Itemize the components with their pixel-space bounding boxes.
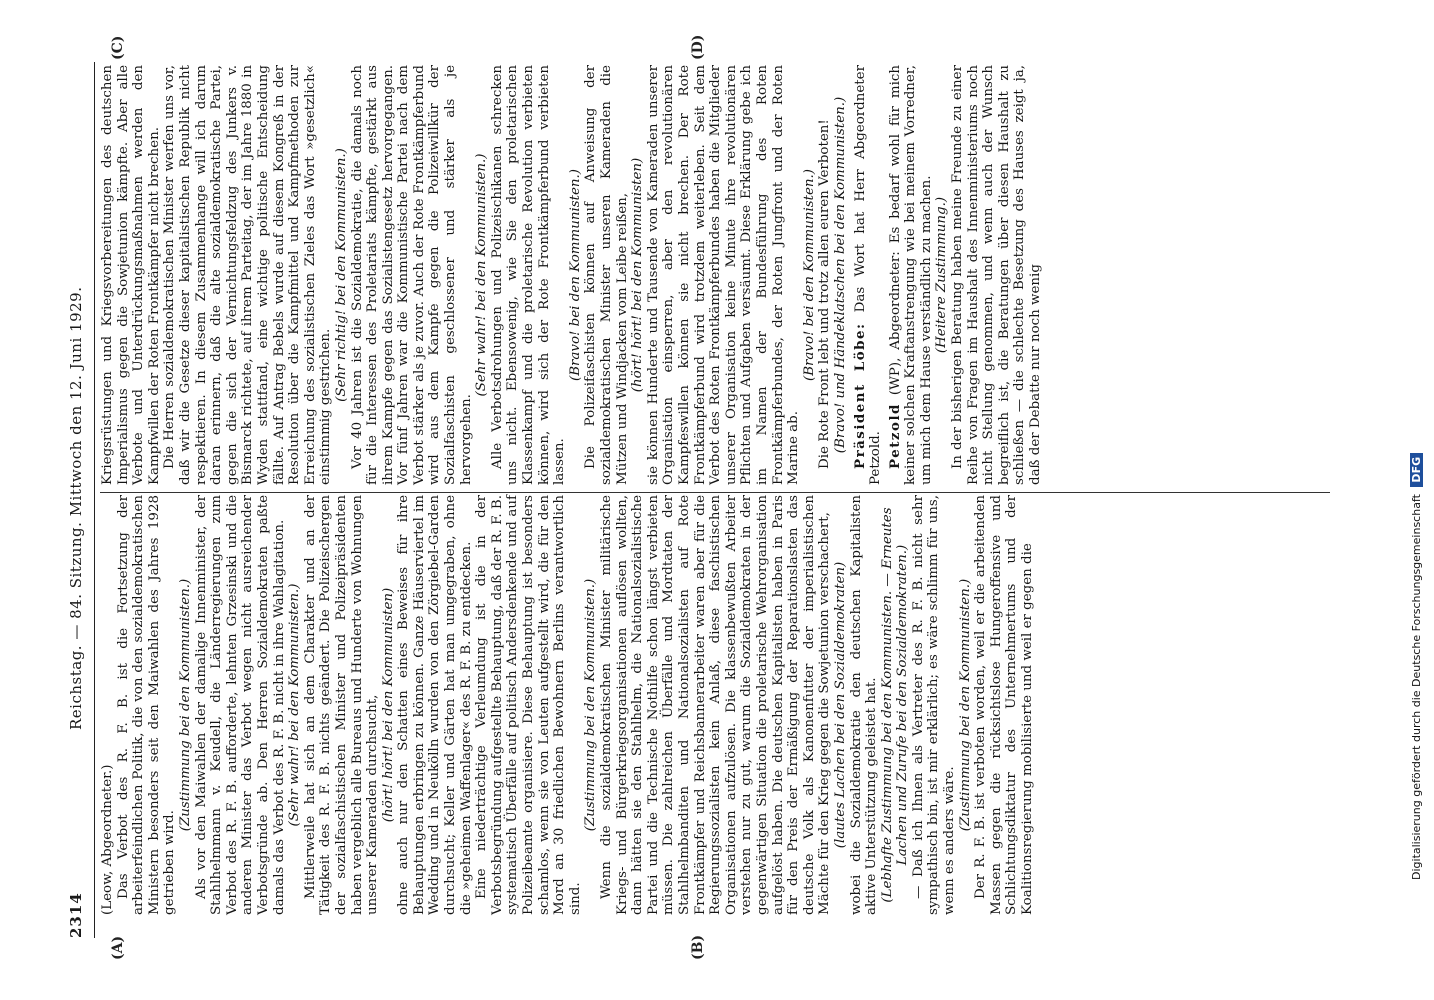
speaker-paragraph bbox=[888, 65, 935, 485]
speaker-name: Petzold bbox=[886, 403, 903, 469]
header-rule bbox=[94, 62, 95, 938]
paragraph: Als vor den Maiwahlen der damalige Innenminister, der Stahlhelmmann v. Keudell, die Länderregierungen zum Verbot des R. F. B. aufforderte, lehnten Grzesinski und die anderen Minister das Verbot wegen nicht ausreichender Verbotsgründe ab. Den Herren Sozialdemokraten paßte damals das Verbot des R. F. B. nicht in ihre Wahlagitation. bbox=[193, 495, 287, 915]
paragraph: Die Polizeifaschisten können auf Anweisung der sozialdemokratischen Minister unseren Kameraden die Mützen und Windjacken vom Leibe reißen, bbox=[583, 65, 630, 485]
margin-letter-c: (C) bbox=[110, 35, 126, 60]
interjection: (Zustimmung bei den Kommunisten.) bbox=[583, 578, 599, 832]
paragraph: Vor 40 Jahren ist die Sozialdemokratie, die damals noch für die Interessen des Proletariats kämpfte, gestärkt aus ihrem Kampfe gegen das Sozialistengesetz hervorgegangen. Vor fünf Jahren war die Kommunistische Partei nach dem Verbot stärker als je zuvor. Auch der Rote Frontkämpferbund wird aus dem Kampfe gegen die Polizeiwillkür der Sozialfaschisten geschlossener und stärker als je hervorgehen. bbox=[349, 65, 474, 485]
page-header bbox=[62, 0, 92, 1000]
credit-text: Digitalisierung gefördert durch die Deutsche Forschungsgemeinschaft bbox=[1410, 494, 1423, 880]
paragraph: Alle Verbotsdrohungen und Polizeischikanen schrecken uns nicht. Ebensowenig, wie Sie den proletarischen Klassenkampf und die proletarische Revolution verbieten können, wird sich der Rote Frontkämpferbund verbieten lassen. bbox=[489, 65, 568, 485]
interjection: (Sehr richtig! bei den Kommunisten.) bbox=[333, 148, 349, 402]
paragraph: Die Herren sozialdemokratischen Minister werfen uns vor, daß wir die Gesetze dieser kapitalistischen Republik nicht respektieren. In diesem Zusammenhange will ich darum daran erinnern, daß die alte sozialdemokratische Partei, gegen die sich der Vernichtungsfeldzug des Junkers v. Bismarck richtete, auf ihrem Parteitag, der im Jahre 1880 in Wyden stattfand, eine wichtige politische Entscheidung fällte. Auf Antrag Bebels wurde auf diesem Kongreß in der Resolution über die Kampfmittel und Kampfmethoden zur Erreichung des sozialistischen Zieles das Wort »gesetzlich« einstimmig gestrichen. bbox=[162, 65, 334, 485]
right-column bbox=[100, 65, 1044, 485]
interjection: (Bravo! und Händeklatschen bei den Kommunisten.) bbox=[832, 96, 848, 454]
paragraph: In der bisherigen Beratung haben meine Freunde zu einer Reihe von Fragen im Haushalt des Innenministeriums noch nicht Stellung genommen, und wenn auch der Wunsch begreiflich ist, die Beratungen über diesen Haushalt zu schließen — die schlechte Besetzung des Hauses zeigt ja, daß der Debatte nur noch wenig bbox=[950, 65, 1044, 485]
dfg-logo: DFG bbox=[1410, 453, 1423, 487]
page-number: 2314 bbox=[67, 892, 85, 938]
interjection: (hört! hört! bei den Kommunisten) bbox=[630, 157, 646, 393]
speaker-name: Präsident Löbe: bbox=[851, 322, 868, 469]
margin-letter-a: (A) bbox=[110, 935, 126, 960]
interjection: (Bravo! bei den Kommunisten.) bbox=[567, 168, 583, 382]
interjection: (lautes Lachen bei den Sozialdemokraten) bbox=[832, 561, 848, 849]
speaker-text: (WP), Abgeordneter: Es bedarf wohl für mich keiner solchen Kraftanstrengung wie bei meinem Vorredner, um mich dem Hause verständlich zu machen. bbox=[887, 65, 934, 485]
paragraph: Der R. F. B. ist verboten worden, weil er die arbeitenden Massen gegen die rücksichtslose Hungeroffensive und Schlichtungsdiktatur des Unternehmertums und der Koalitionsregierung mobilisierte und weil er gegen die bbox=[973, 495, 1036, 915]
paragraph: sie können Hunderte und Tausende von Kameraden unserer Organisation einsperren, aber den revolutionären Kampfeswillen können sie nicht brechen. Der Rote Frontkämpferbund wird trotzdem weiterleben. Seit dem Verbot des Roten Frontkämpferbundes haben die Mitglieder unserer Organisation keine Minute ihre revolutionären Pflichten und Aufgaben versäumt. Diese Erklärung gebe ich im Namen der Bundesführung des Roten Frontkämpferbundes, der Roten Jungfront und der Roten Marine ab. bbox=[645, 65, 802, 485]
interjection: (Sehr wahr! bei den Kommunisten.) bbox=[474, 153, 490, 397]
speaker-paragraph bbox=[853, 65, 884, 485]
digitization-credit bbox=[1410, 0, 1423, 880]
interjection: (Sehr wahr! bei den Kommunisten.) bbox=[287, 583, 303, 827]
paragraph: ohne auch nur den Schatten eines Beweises für ihre Behauptungen erbringen zu können. Ganze Häuserviertel im Wedding und in Neukölln wurden von den Zörgiebel-Garden durchsucht; Keller und Gärten hat man umgegraben, ohne die »geheimen Waffenlager« des R. F. B. zu entdecken. bbox=[396, 495, 474, 915]
interjection: (Heitere Zustimmung.) bbox=[934, 196, 950, 354]
interjection: (hört! hört! bei den Kommunisten) bbox=[380, 587, 396, 823]
interjection: (Zustimmung bei den Kommunisten.) bbox=[177, 578, 193, 832]
paragraph: Das Verbot des R. F. B. ist die Fortsetzung der arbeiterfeindlichen Politik, die von den sozialdemokratischen Ministern besonders seit den Maiwahlen des Jahres 1928 getrieben wird. bbox=[115, 495, 178, 915]
column-divider bbox=[100, 492, 1330, 493]
session-title: Reichstag. — 84. Sitzung. Mittwoch den 12. Juni 1929. bbox=[67, 286, 85, 730]
paragraph: Die Rote Front lebt und trotz allen euren Verboten! bbox=[817, 119, 833, 469]
paragraph: Eine niederträchtige Verleumdung ist die in der Verbotsbegründung aufgestellte Behauptung, daß der R. F. B. systematisch Überfälle auf politisch Andersdenkende und auf Polizeibeamte organisiere. Diese Behauptung ist besonders schamlos, wenn sie von Leuten aufgestellt wird, die für den Mord an 30 friedlichen Bewohnern Berlins verantwortlich sind. bbox=[474, 495, 583, 915]
paragraph: Kriegsrüstungen und Kriegsvorbereitungen des deutschen Imperialismus gegen die Sowjetunion kämpfte. Aber alle Verbote und Unterdrückungsmaßnahmen werden den Kampfwillen der Roten Frontkämpfer nicht brechen. bbox=[100, 65, 162, 485]
paragraph: — Daß ich Ihnen als Vertreter des R. F. B. nicht sehr sympathisch bin, ist mir erklärlich; es wäre schlimm für uns, wenn es anders wäre. bbox=[910, 495, 958, 915]
paragraph: Wenn die sozialdemokratischen Minister militärische Kriegs- und Bürgerkriegsorganisationen auflösen wollten, dann hätten sie den Stahlhelm, die Nationalsozialistische Partei und die Technische Nothilfe schon längst verbieten müssen. Die zahlreichen Überfälle und Mordtaten der Stahlhelmbanditen und Nationalsozialisten auf Rote Frontkämpfer und Reichsbannerarbeiter waren aber für die Regierungssozialisten kein Anlaß, diese faschistischen Organisationen aufzulösen. Die klassenbewußten Arbeiter verstehen nur zu gut, warum die Sozialdemokraten in der gegenwärtigen Situation die proletarische Wehrorganisation aufgelöst haben. Die deutschen Kapitalisten haben in Paris für den Preis der Ermäßigung der Reparationslasten das deutsche Volk als Kanonenfutter der imperialistischen Mächte für den Krieg gegen die Sowjetunion verschachert, bbox=[599, 495, 833, 915]
paragraph: wobei die Sozialdemokratie den deutschen Kapitalisten aktive Unterstützung geleistet hat. bbox=[848, 495, 880, 915]
speaker-text: Das Wort hat Herr Abgeordneter Petzold. bbox=[852, 65, 884, 485]
margin-letter-d: (D) bbox=[690, 34, 706, 60]
paragraph: Mittlerweile hat sich an dem Charakter und an der Tätigkeit des R. F. B. nichts geändert. Die Polizeischergen der sozialfaschistischen Minister und Polizeipräsidenten haben vergeblich alle Bureaus und Hunderte von Wohnungen unserer Kameraden durchsucht, bbox=[302, 495, 381, 915]
left-column bbox=[100, 495, 1036, 915]
interjection: (Lebhafte Zustimmung bei den Kommunisten. — Erneutes Lachen und Zurufe bei den Sozialdemokraten.) bbox=[879, 507, 911, 903]
interjection: (Bravo! bei den Kommunisten.) bbox=[801, 168, 817, 382]
margin-letter-b: (B) bbox=[690, 934, 706, 960]
paragraph: (Leow, Abgeordneter.) bbox=[100, 764, 115, 915]
interjection: (Zustimmung bei den Kommunisten.) bbox=[957, 578, 973, 832]
